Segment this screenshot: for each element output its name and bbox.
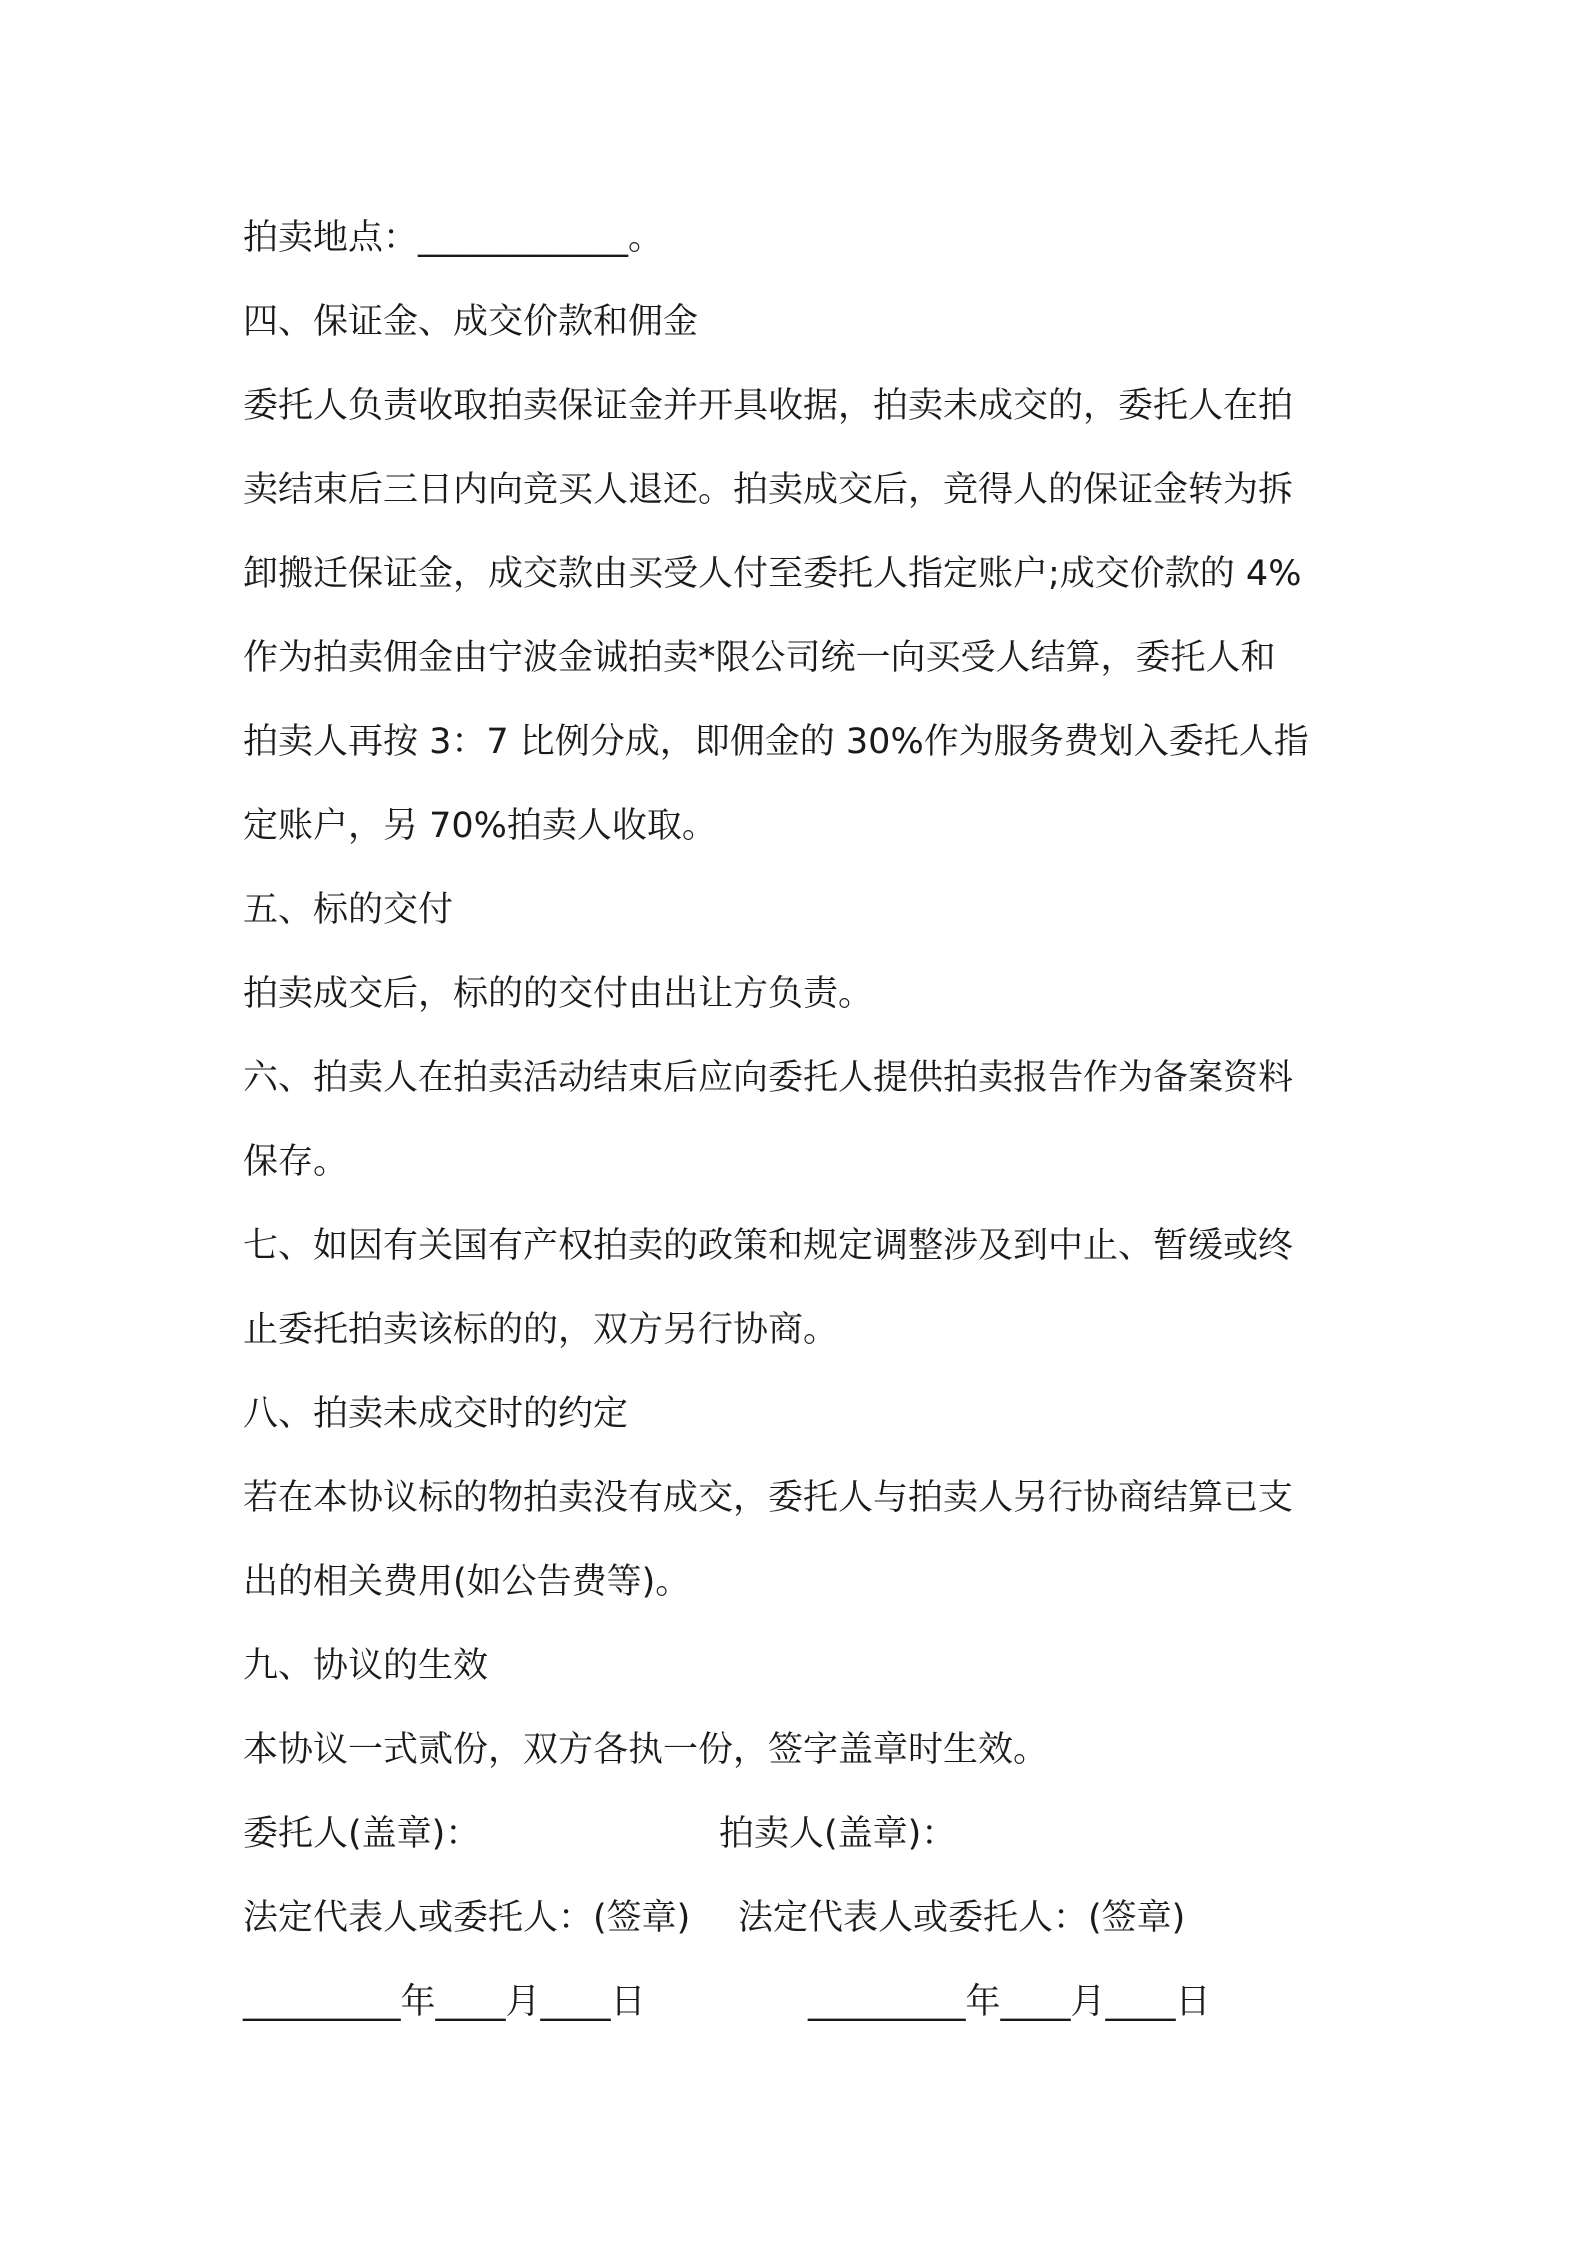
document-body (243, 196, 1363, 2044)
client-representative-label: 法定代表人或委托人：(签章) (243, 1898, 691, 1938)
section-5-heading: 五、标的交付 (243, 890, 454, 930)
client-seal-label: 委托人(盖章)： (243, 1814, 481, 1854)
section-4-paragraph-line-1: 委托人负责收取拍卖保证金并开具收据，拍卖未成交的，委托人在拍 (243, 386, 1294, 426)
section-4-paragraph-line-5: 拍卖人再按 3：7 比例分成，即佣金的 30%作为服务费划入委托人指 (243, 722, 1309, 762)
section-7-line-2: 止委托拍卖该标的的，双方另行协商。 (243, 1310, 839, 1350)
section-8-paragraph-line-1: 若在本协议标的物拍卖没有成交，委托人与拍卖人另行协商结算已支 (243, 1478, 1294, 1518)
auctioneer-representative-label: 法定代表人或委托人：(签章) (738, 1898, 1186, 1938)
section-6-line-2: 保存。 (243, 1142, 349, 1182)
section-4-paragraph-line-3: 卸搬迁保证金，成交款由买受人付至委托人指定账户;成交价款的 4% (243, 554, 1302, 594)
section-8-heading: 八、拍卖未成交时的约定 (243, 1394, 629, 1434)
section-9-heading: 九、协议的生效 (243, 1646, 489, 1686)
section-9-paragraph: 本协议一式贰份，双方各执一份，签字盖章时生效。 (243, 1730, 1049, 1770)
date-row (243, 1960, 1363, 2044)
section-4-paragraph-line-6: 定账户，另 70%拍卖人收取。 (243, 806, 717, 846)
section-5-paragraph: 拍卖成交后，标的的交付由出让方负责。 (243, 974, 874, 1014)
section-4-paragraph-line-4: 作为拍卖佣金由宁波金诚拍卖*限公司统一向买受人结算，委托人和 (243, 638, 1276, 678)
section-6-line-1: 六、拍卖人在拍卖活动结束后应向委托人提供拍卖报告作为备案资料 (243, 1058, 1294, 1098)
auctioneer-date-field: _________年____月____日 (808, 1982, 1211, 2022)
section-4-heading: 四、保证金、成交价款和佣金 (243, 302, 699, 342)
seal-row (243, 1792, 1363, 1876)
section-4-paragraph-line-2: 卖结束后三日内向竞买人退还。拍卖成交后，竞得人的保证金转为拆 (243, 470, 1294, 510)
client-date-field: _________年____月____日 (243, 1982, 646, 2022)
representative-row (243, 1876, 1363, 1960)
section-7-line-1: 七、如因有关国有产权拍卖的政策和规定调整涉及到中止、暂缓或终 (243, 1226, 1294, 1266)
section-8-paragraph-line-2: 出的相关费用(如公告费等)。 (243, 1562, 691, 1602)
auctioneer-seal-label: 拍卖人(盖章)： (719, 1814, 957, 1854)
auction-location-line: 拍卖地点：____________。 (243, 218, 664, 258)
